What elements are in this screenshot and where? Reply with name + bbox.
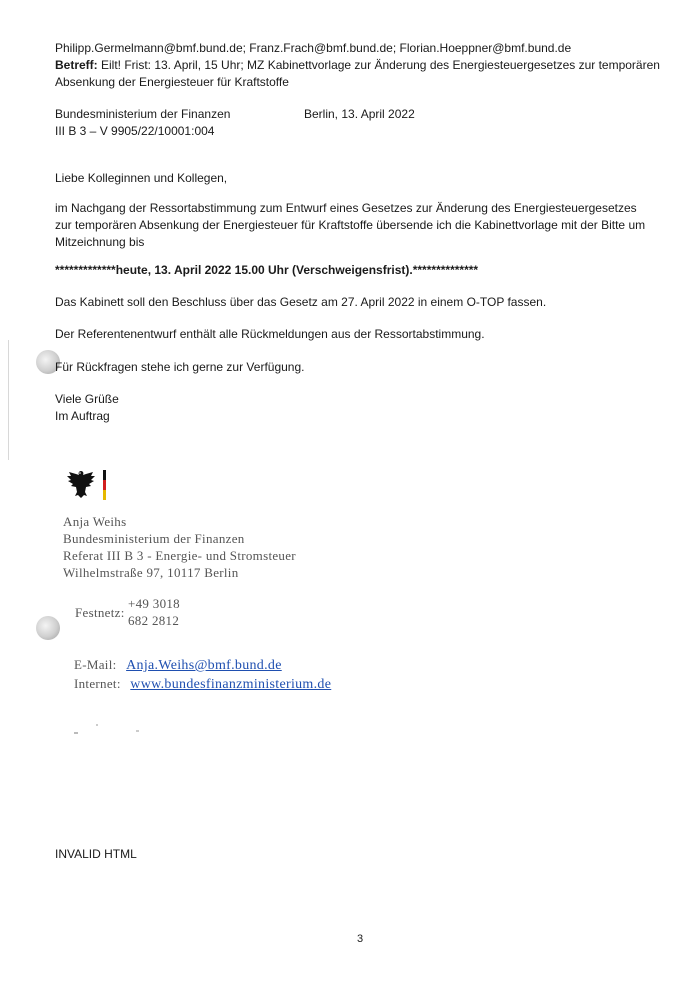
deadline-line: *************heute, 13. April 2022 15.00 Uhr (Verschweigensfrist).************** — [55, 263, 479, 277]
phone-line-1: +49 3018 — [128, 596, 180, 611]
scan-artifact — [136, 730, 139, 732]
signature-address: Wilhelmstraße 97, 10117 Berlin — [63, 565, 239, 580]
flag-black-stripe — [103, 470, 106, 480]
scan-artifact — [96, 724, 98, 726]
page-number: 3 — [357, 933, 364, 945]
place-date: Berlin, 13. April 2022 — [304, 107, 415, 121]
eagle-icon — [66, 468, 96, 500]
closing-on-behalf: Im Auftrag — [55, 409, 110, 423]
recipients-line: Philipp.Germelmann@bmf.bund.de; Franz.Frach@bmf.bund.de; Florian.Hoeppner@bmf.bund.de — [55, 41, 572, 55]
scan-edge-mark — [8, 340, 9, 460]
reference-number: III B 3 – V 9905/22/10001:004 — [55, 124, 215, 138]
phone-line-2: 682 2812 — [128, 613, 180, 628]
signature-unit: Referat III B 3 - Energie- und Stromsteuer — [63, 548, 296, 563]
scan-artifact — [74, 732, 78, 734]
paragraph-3: Der Referentenentwurf enthält alle Rückmeldungen aus der Ressortabstimmung. — [55, 327, 485, 341]
federal-eagle-logo — [66, 468, 110, 502]
punch-hole-bottom — [36, 616, 60, 640]
phone-label: Festnetz: — [75, 605, 125, 620]
signature-ministry: Bundesministerium der Finanzen — [63, 531, 245, 546]
paragraph-2: Das Kabinett soll den Beschluss über das Gesetz am 27. April 2022 in einem O-TOP fassen. — [55, 295, 547, 309]
flag-red-stripe — [103, 480, 106, 490]
email-link[interactable]: Anja.Weihs@bmf.bund.de — [126, 658, 282, 673]
subject-label: Betreff: — [55, 58, 98, 72]
subject-text-1: Eilt! Frist: 13. April, 15 Uhr; MZ Kabinettvorlage zur Änderung des Energiesteuergesetzes zur temporären — [97, 58, 660, 72]
email-label: E-Mail: — [74, 657, 117, 672]
closing-greeting: Viele Grüße — [55, 392, 119, 406]
subject-line — [55, 57, 660, 74]
greeting: Liebe Kolleginnen und Kollegen, — [55, 171, 228, 185]
paragraph-1: im Nachgang der Ressortabstimmung zum Entwurf eines Gesetzes zur Änderung des Energiesteuergesetzes zur temporären Absenkung der Energiesteuer für Kraftstoffe übersende ich die Kabinettvorlage mit der Bitte um Mitzeichnung bis — [55, 201, 646, 249]
footer-note: INVALID HTML — [55, 847, 137, 861]
internet-row — [74, 676, 331, 693]
flag-gold-stripe — [103, 490, 106, 500]
email-row — [74, 657, 282, 674]
internet-link[interactable]: www.bundesfinanzministerium.de — [130, 677, 332, 692]
internet-label: Internet: — [74, 676, 121, 691]
subject-text-2: Absenkung der Energiesteuer für Kraftstoffe — [55, 75, 289, 89]
paragraph-4: Für Rückfragen stehe ich gerne zur Verfügung. — [55, 360, 305, 374]
signature-name: Anja Weihs — [63, 514, 127, 529]
sender-org: Bundesministerium der Finanzen — [55, 107, 231, 121]
